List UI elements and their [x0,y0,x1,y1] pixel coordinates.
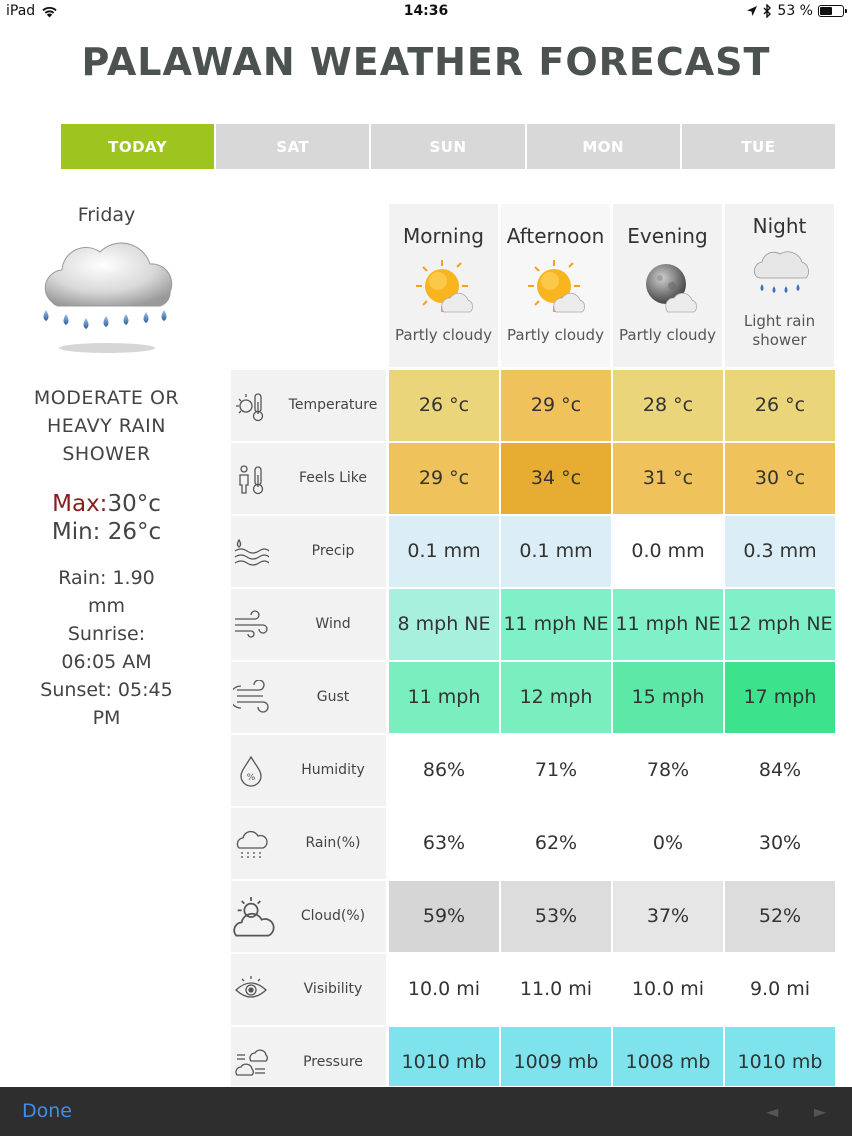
sun-cloud-icon [412,256,476,320]
row-label: Wind [315,616,351,632]
row-label-cell [231,954,386,1025]
precip-night: 0.3 mm [725,516,835,587]
visibility-morning: 10.0 mi [407,978,481,1000]
pressure-evening: 1008 mb [613,1027,723,1086]
rain-cloud-outline-icon [233,826,269,862]
period-desc: Partly cloudy [507,326,604,344]
max-label: Max: [52,491,108,517]
row-label: Rain(%) [305,835,361,851]
gust-night: 17 mph [725,662,835,733]
water-waves-icon [233,534,269,570]
feels-like-afternoon: 34 °c [501,443,611,514]
status-bar [0,0,852,22]
rain-evening: 0% [652,832,684,854]
sunrise-time: 06:05 AM [61,651,152,673]
device-name: iPad [6,3,36,19]
precip-afternoon: 0.1 mm [501,516,611,587]
row-label-cell [231,808,386,879]
row-label: Gust [316,689,350,705]
thermometer-sun-icon [233,388,269,424]
max-min-temps [0,490,213,546]
tab-sat[interactable]: SAT [216,124,369,169]
rain-unit: mm [87,595,126,617]
cloud-morning: 59% [389,881,499,952]
period-evening [613,204,722,367]
rain-sun-details [0,564,213,732]
tab-sun[interactable]: SUN [371,124,524,169]
row-label-cell [231,1027,386,1086]
tab-today[interactable]: TODAY [61,124,214,169]
row-label-cell [231,370,386,441]
precip-evening: 0.0 mm [613,516,723,587]
sunrise-label: Sunrise: [67,623,146,645]
tab-mon[interactable]: MON [527,124,680,169]
period-night [725,204,834,367]
condition-line: SHOWER [62,443,151,465]
row-label: Feels Like [298,470,368,486]
rain-amount: Rain: 1.90 [58,567,155,589]
row-label-cell [231,589,386,660]
rain-night: 30% [758,832,802,854]
humidity-evening: 78% [646,759,690,781]
row-feels-like [231,443,835,514]
visibility-evening: 10.0 mi [631,978,705,1000]
sun-cloud-icon [524,256,588,320]
temperature-evening: 28 °c [613,370,723,441]
row-cloud [231,881,835,952]
wind-evening: 11 mph NE [613,589,723,660]
clock: 14:36 [403,3,449,19]
feels-like-night: 30 °c [725,443,835,514]
battery-icon [818,5,844,17]
pressure-afternoon: 1009 mb [501,1027,611,1086]
max-value: 30°c [107,491,161,517]
gust-icon [233,680,269,716]
row-humidity [231,735,835,806]
row-temperature [231,370,835,441]
wind-night: 12 mph NE [725,589,835,660]
period-desc: Light rain shower [743,312,816,349]
row-label-cell [231,881,386,952]
wind-icon [233,607,269,643]
condition-line: HEAVY RAIN [47,415,166,437]
condition-text [0,384,213,468]
tab-tue[interactable]: TUE [682,124,835,169]
row-label-cell [231,516,386,587]
visibility-afternoon: 11.0 mi [519,978,593,1000]
row-label: Cloud(%) [300,908,366,924]
humidity-drop-icon [233,753,269,789]
row-label-cell [231,662,386,733]
period-title: Night [752,214,807,238]
pressure-icon [233,1045,269,1081]
rain-afternoon: 62% [534,832,578,854]
row-gust [231,662,835,733]
row-label: Visibility [303,981,363,997]
min-temp: Min: 26°c [51,519,162,545]
row-label-cell [231,443,386,514]
rain-cloud-icon [748,242,812,306]
period-afternoon [501,204,610,367]
eye-icon [233,972,269,1008]
sun-cloud-outline-icon [231,893,279,941]
row-label: Precip [311,543,355,559]
period-desc: Partly cloudy [619,326,716,344]
bottom-toolbar [0,1087,852,1136]
row-label-cell [231,735,386,806]
humidity-afternoon: 71% [534,759,578,781]
row-label: Temperature [288,397,378,413]
precip-morning: 0.1 mm [389,516,499,587]
day-tabs [61,124,835,169]
wind-morning: 8 mph NE [389,589,499,660]
sunset-time: PM [92,707,121,729]
gust-evening: 15 mph [613,662,723,733]
wind-afternoon: 11 mph NE [501,589,611,660]
row-pressure [231,1027,835,1086]
period-title: Evening [627,224,708,248]
period-title: Afternoon [506,224,605,248]
max-temp [0,490,213,518]
today-summary [0,200,213,732]
moon-cloud-icon [636,256,700,320]
bluetooth-icon [763,4,772,18]
visibility-night: 9.0 mi [749,978,811,1000]
humidity-night: 84% [758,759,802,781]
row-visibility [231,954,835,1025]
battery-percent: 53 % [777,3,813,19]
gust-morning: 11 mph [389,662,499,733]
humidity-morning: 86% [422,759,466,781]
page-title: PALAWAN WEATHER FORECAST [81,40,771,84]
row-label: Pressure [303,1054,363,1070]
done-button[interactable]: Done [22,1100,72,1122]
row-rain [231,808,835,879]
period-title: Morning [403,224,484,248]
day-name: Friday [77,204,136,226]
pressure-morning: 1010 mb [389,1027,499,1086]
sunset-label: Sunset: 05:45 [40,679,173,701]
cloud-afternoon: 53% [501,881,611,952]
rain-morning: 63% [422,832,466,854]
temperature-afternoon: 29 °c [501,370,611,441]
row-wind [231,589,835,660]
period-morning [389,204,498,367]
cloud-evening: 37% [613,881,723,952]
gust-afternoon: 12 mph [501,662,611,733]
forward-arrow-icon[interactable]: ► [814,1102,827,1121]
row-precip [231,516,835,587]
period-desc: Partly cloudy [395,326,492,344]
back-arrow-icon[interactable]: ◄ [766,1102,779,1121]
cloud-night: 52% [725,881,835,952]
temperature-night: 26 °c [725,370,835,441]
feels-like-evening: 31 °c [613,443,723,514]
location-arrow-icon [746,5,758,17]
svg-text:%: % [246,773,256,783]
feels-like-morning: 29 °c [389,443,499,514]
person-thermometer-icon [233,461,269,497]
condition-line: MODERATE OR [33,387,180,409]
heavy-rain-cloud-icon [32,230,182,360]
row-label: Humidity [301,762,365,778]
temperature-morning: 26 °c [389,370,499,441]
pressure-night: 1010 mb [725,1027,835,1086]
